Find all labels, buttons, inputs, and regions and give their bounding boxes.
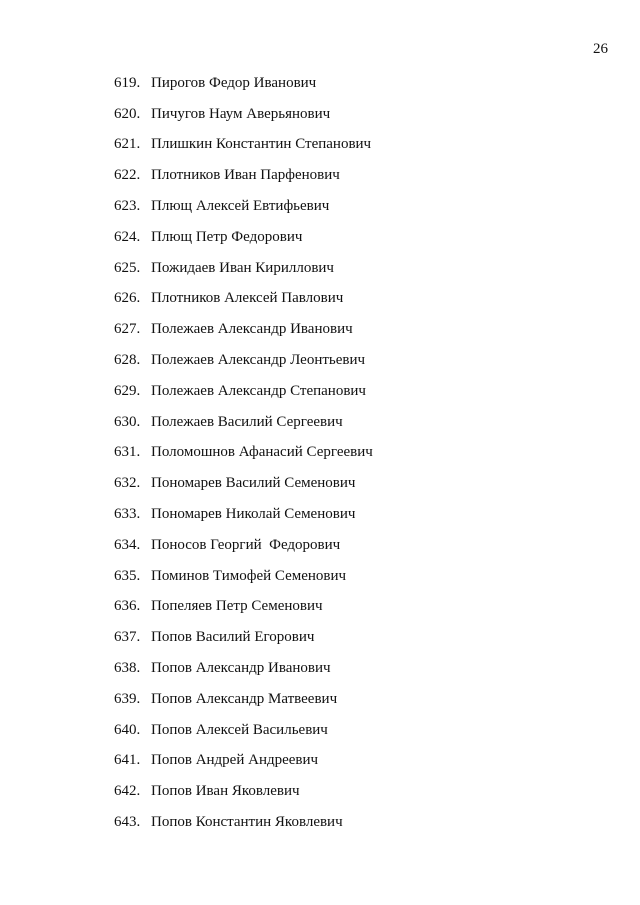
entry-number: 627. [114, 321, 141, 338]
page-number: 26 [593, 41, 608, 57]
list-item [114, 653, 373, 684]
entry-number: 639. [114, 690, 141, 707]
entry-number: 633. [114, 506, 141, 523]
entry-number: 632. [114, 475, 141, 492]
name-list [114, 68, 373, 838]
list-item [114, 99, 373, 130]
entry-number: 623. [114, 198, 141, 215]
list-item [114, 746, 373, 777]
list-item [114, 253, 373, 284]
entry-number: 629. [114, 382, 141, 399]
list-item [114, 160, 373, 191]
list-item [114, 715, 373, 746]
list-item [114, 530, 373, 561]
list-item [114, 684, 373, 715]
entry-number: 641. [114, 752, 141, 769]
list-item [114, 191, 373, 222]
entry-number: 634. [114, 536, 141, 553]
entry-number: 619. [114, 74, 141, 91]
list-item [114, 438, 373, 469]
entry-number: 625. [114, 259, 141, 276]
list-item [114, 284, 373, 315]
entry-number: 636. [114, 598, 141, 615]
entry-number: 631. [114, 444, 141, 461]
entry-name: Плишкин Константин Степанович [151, 136, 372, 153]
list-item [114, 376, 373, 407]
entry-name: Полежаев Василий Сергеевич [151, 413, 343, 430]
entry-name: Попов Александр Матвеевич [151, 690, 338, 707]
list-item [114, 222, 373, 253]
entry-name: Попеляев Петр Семенович [151, 598, 323, 615]
list-item [114, 622, 373, 653]
entry-name: Полежаев Александр Иванович [151, 321, 353, 338]
list-item [114, 345, 373, 376]
list-item [114, 561, 373, 592]
entry-number: 620. [114, 105, 141, 122]
list-item [114, 468, 373, 499]
entry-name: Поносов Георгий Федорович [151, 536, 341, 553]
entry-name: Пономарев Василий Семенович [151, 475, 356, 492]
entry-number: 624. [114, 228, 141, 245]
entry-name: Попов Константин Яковлевич [151, 814, 343, 831]
entry-number: 637. [114, 629, 141, 646]
entry-name: Плющ Петр Федорович [151, 228, 303, 245]
entry-number: 642. [114, 783, 141, 800]
entry-number: 626. [114, 290, 141, 307]
entry-number: 621. [114, 136, 141, 153]
list-item [114, 499, 373, 530]
entry-name: Плющ Алексей Евтифьевич [151, 198, 330, 215]
entry-name: Попов Андрей Андреевич [151, 752, 319, 769]
list-item [114, 407, 373, 438]
list-item [114, 130, 373, 161]
list-item [114, 592, 373, 623]
entry-name: Полежаев Александр Степанович [151, 382, 366, 399]
entry-name: Пономарев Николай Семенович [151, 506, 356, 523]
entry-number: 640. [114, 721, 141, 738]
entry-name: Попов Василий Егорович [151, 629, 315, 646]
list-item [114, 314, 373, 345]
entry-name: Пичугов Наум Аверьянович [151, 105, 331, 122]
entry-name: Плотников Иван Парфенович [151, 167, 340, 184]
list-item [114, 68, 373, 99]
entry-name: Полежаев Александр Леонтьевич [151, 352, 366, 369]
entry-name: Поминов Тимофей Семенович [151, 567, 347, 584]
entry-name: Попов Алексей Васильевич [151, 721, 328, 738]
entry-name: Пирогов Федор Иванович [151, 74, 317, 91]
entry-number: 628. [114, 352, 141, 369]
entry-name: Поломошнов Афанасий Сергеевич [151, 444, 373, 461]
entry-number: 622. [114, 167, 141, 184]
list-item [114, 807, 373, 838]
entry-name: Плотников Алексей Павлович [151, 290, 344, 307]
entry-name: Пожидаев Иван Кириллович [151, 259, 334, 276]
entry-number: 635. [114, 567, 141, 584]
entry-number: 630. [114, 413, 141, 430]
entry-name: Попов Александр Иванович [151, 660, 331, 677]
list-item [114, 776, 373, 807]
entry-name: Попов Иван Яковлевич [151, 783, 300, 800]
entry-number: 638. [114, 660, 141, 677]
entry-number: 643. [114, 814, 141, 831]
